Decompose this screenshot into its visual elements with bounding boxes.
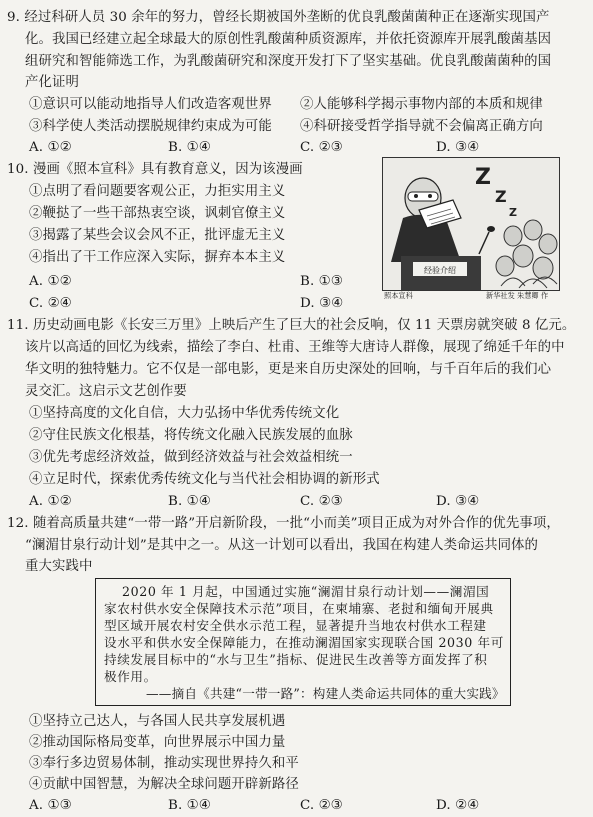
zzz-medium: Z xyxy=(495,187,507,206)
q12-stem-line-3: 重大实践中 xyxy=(25,559,93,574)
q10-option-a[interactable]: A. ①② xyxy=(29,274,72,289)
cartoon-drawing xyxy=(383,158,559,290)
q12-option-a[interactable]: A. ①③ xyxy=(29,798,72,813)
q12-option-d[interactable]: D. ②④ xyxy=(436,798,480,813)
q12-option-c[interactable]: C. ②③ xyxy=(300,798,343,813)
q9-stem-line-1: 9. 经过科研人员 30 余年的努力，曾经长期被国外垄断的优良乳酸菌菌种正在逐渐实现国产 xyxy=(7,10,550,25)
q10-statement-2: ②鞭挞了一些干部热衷空谈，讽刺官僚主义 xyxy=(29,206,286,221)
q9-statement-2: ②人能够科学揭示事物内部的本质和规律 xyxy=(300,97,543,112)
q9-stem-line-3: 组研究和智能筛选工作，为乳酸菌研究和深度开发打下了坚实基础。优良乳酸菌菌种的国 xyxy=(25,54,552,69)
cartoon-caption-title: 照本宣科 xyxy=(384,291,413,300)
q9-statement-3: ③科学使人类活动摆脱规律约束成为可能 xyxy=(29,119,272,134)
q10-option-d[interactable]: D. ③④ xyxy=(300,296,344,311)
q9-stem-line-4: 产化证明 xyxy=(25,75,79,90)
q9-option-b[interactable]: B. ①④ xyxy=(168,140,211,155)
q9-statement-1: ①意识可以能动地指导人们改造客观世界 xyxy=(29,97,272,112)
q11-option-c[interactable]: C. ②③ xyxy=(300,494,343,509)
q11-stem-line-1: 11. 历史动画电影《长安三万里》上映后产生了巨大的社会反响，仅 11 天票房就突破 8 亿元。 xyxy=(7,318,576,333)
q12-statement-4: ④贡献中国智慧，为解决全球问题开辟新路径 xyxy=(29,777,299,792)
q11-stem-line-3: 华文明的独特魅力。它不仅是一部电影，更是来自历史深处的回响，与千百年后的我们心 xyxy=(25,362,552,377)
q12-option-b[interactable]: B. ①④ xyxy=(168,798,211,813)
q12-quote-source: ——摘自《共建“一带一路”：构建人类命运共同体的重大实践》 xyxy=(146,686,505,701)
q10-stem: 10. 漫画《照本宣科》具有教育意义，因为该漫画 xyxy=(7,162,303,177)
q12-quote-line-5: 持续发展目标中的“水与卫生”指标、促进民生改善等方面发挥了积 xyxy=(104,652,488,667)
cartoon-caption-credit: 新华社发 朱慧卿 作 xyxy=(486,291,549,300)
q12-statement-2: ②推动国际格局变革，向世界展示中国力量 xyxy=(29,735,286,750)
cartoon-image xyxy=(382,157,560,291)
q10-statement-4: ④指出了干工作应深入实际，摒弃本本主义 xyxy=(29,250,286,265)
q9-stem-line-2: 化。我国已经建立起全球最大的原创性乳酸菌种质资源库，并依托资源库开展乳酸菌基因 xyxy=(25,32,552,47)
q11-statement-2: ②守住民族文化根基，将传统文化融入民族发展的血脉 xyxy=(29,428,353,443)
zzz-small: Z xyxy=(509,206,517,219)
q11-option-b[interactable]: B. ①④ xyxy=(168,494,211,509)
q10-statement-3: ③揭露了某些会议会风不正，批评虚无主义 xyxy=(29,228,286,243)
q9-option-d[interactable]: D. ③④ xyxy=(436,140,480,155)
q11-stem-line-4: 灵交汇。这启示文艺创作要 xyxy=(25,384,187,399)
q10-option-c[interactable]: C. ②④ xyxy=(29,296,72,311)
q12-statement-1: ①坚持立己达人，与各国人民共享发展机遇 xyxy=(29,714,286,729)
q9-option-a[interactable]: A. ①② xyxy=(29,140,72,155)
q12-quote-line-2: 家农村供水安全保障技术示范”项目，在柬埔寨、老挝和缅甸开展典 xyxy=(104,601,494,616)
q12-quote-line-6: 极作用。 xyxy=(104,669,157,684)
q12-quote-line-1: 2020 年 1 月起，中国通过实施“澜湄甘泉行动计划——澜湄国 xyxy=(122,584,490,599)
q12-quote-box xyxy=(95,578,511,706)
q10-option-b[interactable]: B. ①③ xyxy=(300,274,343,289)
q11-stem-line-2: 该片以高适的回忆为线索，描绘了李白、杜甫、王维等大唐诗人群像，展现了绵延千年的中 xyxy=(25,340,565,355)
zzz-large: Z xyxy=(475,165,491,190)
q10-statement-1: ①点明了看问题要客观公正，力拒实用主义 xyxy=(29,184,286,199)
cartoon-sign-text: 经验介绍 xyxy=(424,266,456,275)
q9-option-c[interactable]: C. ②③ xyxy=(300,140,343,155)
q12-quote-line-4: 设水平和供水安全保障能力，在推动澜湄国家实现联合国 2030 年可 xyxy=(104,635,504,650)
q11-statement-3: ③优先考虑经济效益，做到经济效益与社会效益相统一 xyxy=(29,450,353,465)
q12-stem-line-1: 12. 随着高质量共建“一带一路”开启新阶段，一批“小而美”项目正成为对外合作的优先事项， xyxy=(7,516,560,531)
q11-statement-1: ①坚持高度的文化自信，大力弘扬中华优秀传统文化 xyxy=(29,406,340,421)
q12-stem-line-2: “澜湄甘泉行动计划”是其中之一。从这一计划可以看出，我国在构建人类命运共同体的 xyxy=(25,538,539,553)
q11-option-a[interactable]: A. ①② xyxy=(29,494,72,509)
q9-statement-4: ④科研接受哲学指导就不会偏离正确方向 xyxy=(300,119,543,134)
q12-statement-3: ③奉行多边贸易体制，推动实现世界持久和平 xyxy=(29,756,299,771)
q11-statement-4: ④立足时代，探索优秀传统文化与当代社会相协调的新形式 xyxy=(29,472,380,487)
q11-option-d[interactable]: D. ③④ xyxy=(436,494,480,509)
q12-quote-line-3: 型区域开展农村安全供水示范工程，显著提升当地农村供水工程建 xyxy=(104,618,487,633)
